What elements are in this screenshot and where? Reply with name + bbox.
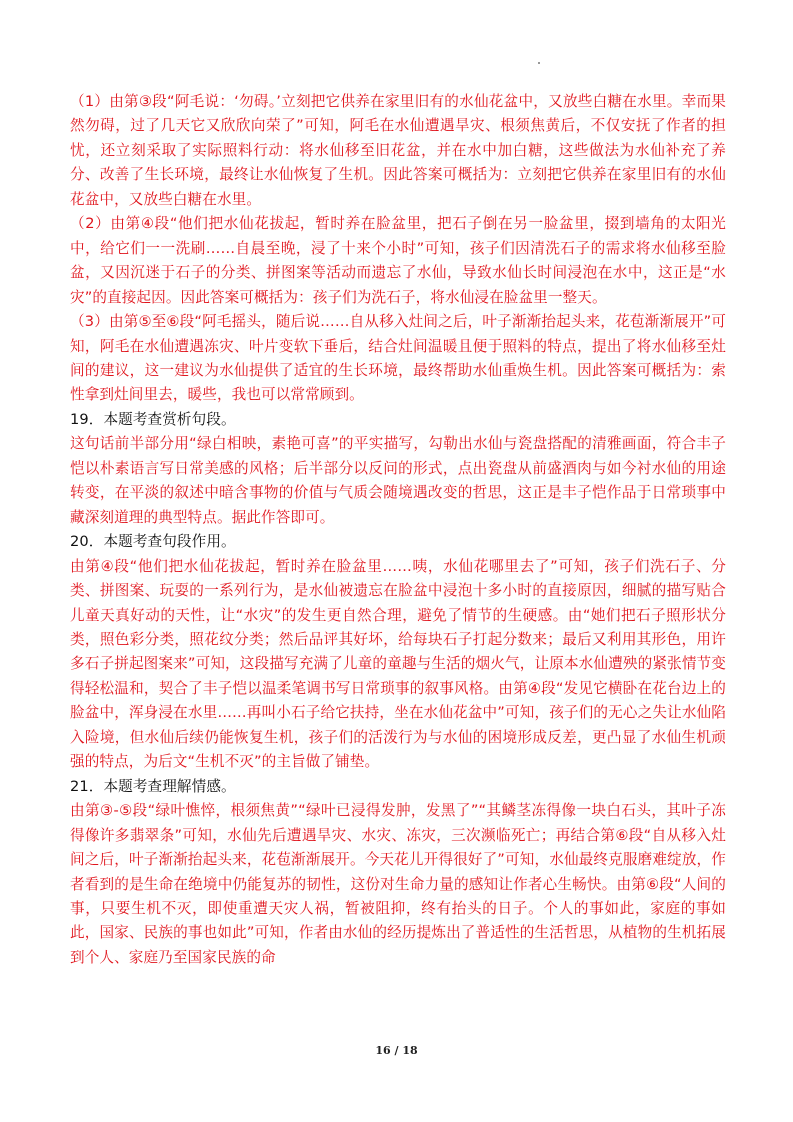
question-21-analysis: 由第③-⑤段“绿叶憔悴，根须焦黄”“绿叶已浸得发肿，发黑了”“其鳞茎冻得像一块白石头，其叶子冻得像许多翡翠条”可知，水仙先后遭遇旱灾、水灾、冻灾，三次濒临死亡；再结合第⑥段“自从移入灶间之后，叶子渐渐抬起头来，花苞渐渐展开。今天花儿开得很好了”可知，水仙最终克服磨难绽放，作者看到的是生命在绝境中仍能复苏的韧性，这份对生命力量的感知让作者心生畅快。由第⑥段“人间的事，只要生机不灭，即使重遭天灾人祸，暂被阻抑，终有抬头的日子。个人的事如此，家庭的事如此，国家、民族的事也如此”可知，作者由水仙的经历提炼出了普适性的生活哲思，从植物的生机拓展到个人、家庭乃至国家民族的命: [70, 802, 726, 966]
answer-paragraph-1: （1）由第③段“阿毛说：‘勿碍。’立刻把它供养在家里旧有的水仙花盆中，又放些白糖在水里。幸而果然勿碍，过了几天它又欣欣向荣了”可知，阿毛在水仙遭遇旱灾、根须焦黄后，不仅安抚了作者的担忧，还立刻采取了实际照料行动：将水仙移至旧花盆，并在水中加白糖，这些做法为水仙补充了养分、改善了生长环境，最终让水仙恢复了生机。因此答案可概括为：立刻把它供养在家里旧有的水仙花盆中，又放些白糖在水里。: [70, 93, 726, 208]
scan-mark: [538, 62, 540, 64]
question-19-analysis: 这句话前半部分用“绿白相映，素艳可喜”的平实描写，勾勒出水仙与瓷盘搭配的清雅画面，符合丰子恺以朴素语言写日常美感的风格；后半部分以反问的形式，点出瓷盘从前盛酒肉与如今衬水仙的用途转变，在平淡的叙述中暗含事物的价值与气质会随境遇改变的哲思，这正是丰子恺作品于日常琐事中藏深刻道理的典型特点。据此作答即可。: [70, 435, 726, 526]
answer-paragraph-2: （2）由第④段“他们把水仙花拔起，暂时养在脸盆里，把石子倒在另一脸盆里，掇到墙角的太阳光中，给它们一一洗刷……自晨至晚，浸了十来个小时”可知，孩子们因清洗石子的需求将水仙移至脸盆，又因沉迷于石子的分类、拼图案等活动而遗忘了水仙，导致水仙长时间浸泡在水中，这正是“水灾”的直接起因。因此答案可概括为：孩子们为洗石子，将水仙浸在脸盆里一整天。: [70, 215, 726, 306]
answer-paragraph-3: （3）由第⑤至⑥段“阿毛摇头，随后说……自从移入灶间之后，叶子渐渐抬起头来，花苞渐渐展开”可知，阿毛在水仙遭遇冻灾、叶片变软下垂后，结合灶间温暖且便于照料的特点，提出了将水仙移至灶间的建议，这一建议为水仙提供了适宜的生长环境，最终帮助水仙重焕生机。因此答案可概括为：索性拿到灶间里去，暖些，我也可以常常顾到。: [70, 313, 726, 404]
question-20-analysis: 由第④段“他们把水仙花拔起，暂时养在脸盆里……咦，水仙花哪里去了”可知，孩子们洗石子、分类、拼图案、玩耍的一系列行为，是水仙被遗忘在脸盆中浸泡十多小时的直接原因，细腻的描写贴合儿童天真好动的天性，让“水灾”的发生更自然合理，避免了情节的生硬感。由“她们把石子照形状分类，照色彩分类，照花纹分类；然后品评其好坏，给每块石子打起分数来；最后又利用其形色，用许多石子拼起图案来”可知，这段描写充满了儿童的童趣与生活的烟火气，让原本水仙遭殃的紧张情节变得轻松温和，契合了丰子恺以温柔笔调书写日常琐事的叙事风格。由第④段“发见它横卧在花台边上的脸盆中，浑身浸在水里……再叫小石子给它扶持，坐在水仙花盆中”可知，孩子们的无心之失让水仙陷入险境，但水仙后续仍能恢复生机，孩子们的活泼行为与水仙的困境形成反差，更凸显了水仙生机顽强的特点，为后文“生机不灭”的主旨做了铺垫。: [70, 557, 726, 771]
question-20-heading: 20．本题考查句段作用。: [70, 533, 236, 551]
question-21-heading: 21．本题考查理解情感。: [70, 777, 236, 795]
answer-content: [70, 90, 726, 970]
question-19-heading: 19．本题考查赏析句段。: [70, 410, 236, 428]
page-number: 16 / 18: [375, 1044, 418, 1057]
